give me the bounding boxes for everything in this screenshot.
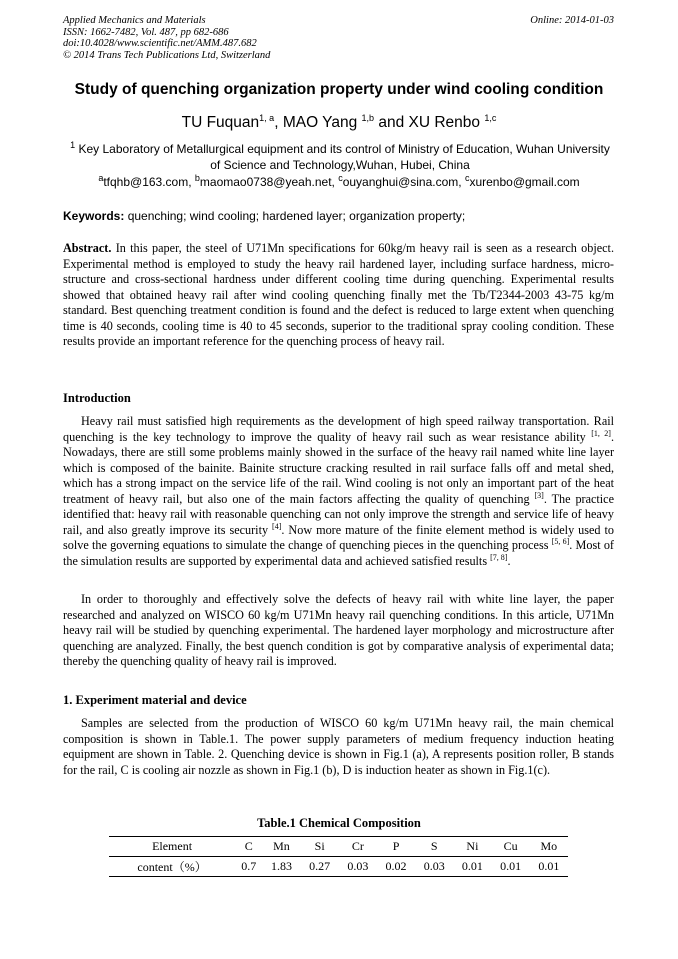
author-and: and: [374, 114, 409, 132]
table-row: [109, 857, 568, 877]
email-sup: c: [338, 173, 343, 183]
table-header-cell: Mn: [262, 837, 300, 857]
table-header-cell: S: [415, 837, 453, 857]
citation: [4]: [272, 521, 282, 531]
abstract-label: Abstract.: [63, 241, 112, 255]
citation: [7, 8]: [490, 552, 508, 562]
table-header-cell: C: [235, 837, 262, 857]
copyright-line: © 2014 Trans Tech Publications Ltd, Switzerland: [63, 49, 271, 61]
email: tfqhb@163.com,: [103, 175, 195, 189]
doi-line: doi:10.4028/www.scientific.net/AMM.487.682: [63, 38, 257, 49]
text-run: Heavy rail must satisfied high requirements as the development of high speed railway transportation. Rail quenching is the key technology to improve the quality of heavy rail such as wear resistance ability: [63, 414, 614, 444]
table-cell: 0.03: [415, 857, 453, 877]
table-header-cell: Element: [109, 837, 235, 857]
author-sep: ,: [274, 114, 283, 132]
table-header-cell: Cu: [492, 837, 530, 857]
table-cell: content（%）: [109, 857, 235, 877]
citation: [1, 2]: [591, 428, 611, 438]
table-cell: 0.27: [301, 857, 339, 877]
journal-header: [63, 15, 270, 61]
text-run: . Nowadays, there are still some problems mainly showed in the surface of the heavy rail named white line layer which is composed of the bainite. Bainite structure cracking resulted in rail surface falls off and metal shed, which has a strong impact on the service life of the rail. Wind cooling is not only an important part of the heat treatment of heavy rail, but also one of the main factors affecting the quality of quenching: [63, 429, 614, 506]
journal-name: Applied Mechanics and Materials: [63, 15, 206, 26]
email: xurenbo@gmail.com: [469, 175, 580, 189]
email-sup: b: [194, 173, 200, 183]
table-cell: 0.01: [530, 857, 568, 877]
text-run: .: [507, 553, 511, 568]
abstract-text: In this paper, the steel of U71Mn specifications for 60kg/m heavy rail is seen as a research object. Experimental method is employed to study the heavy rail hardened layer, including surface hardness, micro-structure and cross-sectional hardness under different cooling time during quenching. Experimental results showed that obtained heavy rail after wind cooling quenching finally met the Tb/T2344-2003 43-75 kg/m standard. Best quenching treatment condition is found and the defect is reduced to large extent when quenching time is 40 seconds, cooling time is 40 to 45 seconds, superior to the traditional spray cooling condition. These results provide an important reference for the quenching process of heavy rail.: [63, 241, 614, 348]
table-header-cell: Si: [301, 837, 339, 857]
table-title: Table.1 Chemical Composition: [257, 816, 421, 830]
author-sup: 1,c: [484, 113, 497, 123]
intro-paragraph-1: [63, 414, 614, 569]
section-heading-experiment: 1. Experiment material and device: [63, 693, 247, 707]
online-date: Online: 2014-01-03: [530, 15, 614, 26]
text-run: . Most of the simulation results are supported by experimental data and achieved satisfied results: [63, 538, 614, 568]
table-cell: 0.03: [339, 857, 377, 877]
author-name: TU Fuquan: [181, 114, 260, 132]
table-cell: 0.7: [235, 857, 262, 877]
intro-paragraph-2: In order to thoroughly and effectively solve the defects of heavy rail with white line layer, the paper researched and analyzed on WISCO 60 kg/m U71Mn heavy rail quenching conditions. In this article, U71Mn heavy rail will be studied by quenching experimental. The hardened layer morphology and microstructure after quenching are analyzed. Finally, the best quench condition is got by comparative analysis of experimental data; thereby the quenching quality of heavy rail is improved.: [63, 592, 614, 668]
text-run: . The practice identified that: heavy rail with reasonable quenching can not only improve the strength and service life of heavy rail, and also greatly improve its security: [63, 491, 614, 537]
text-run: . Now more mature of the finite element method is widely used to solve the governing equations to simulate the change of quenching pieces in the quenching process: [63, 522, 614, 552]
affiliation: [70, 137, 610, 173]
table-header-cell: P: [377, 837, 415, 857]
author-name: MAO Yang: [282, 114, 358, 132]
keywords: [63, 209, 465, 223]
affiliation-sup: 1: [70, 140, 76, 150]
chemical-composition-table: [109, 836, 568, 877]
email: maomao0738@yeah.net,: [199, 175, 339, 189]
affiliation-text: Key Laboratory of Metallurgical equipment and its control of Ministry of Education, Wuhan University of Science and Technology,Wuhan, Hubei, China: [78, 142, 610, 172]
author-sup: 1,b: [361, 113, 375, 123]
citation: [3]: [534, 490, 544, 500]
email-sup: c: [464, 173, 470, 183]
table-cell: 0.02: [377, 857, 415, 877]
keywords-text: quenching; wind cooling; hardened layer; organization property;: [124, 209, 466, 223]
table-header-cell: Ni: [453, 837, 491, 857]
table-header-cell: Mo: [530, 837, 568, 857]
authors-line: [0, 113, 678, 132]
section-heading-introduction: Introduction: [63, 391, 131, 405]
table-header-cell: Cr: [339, 837, 377, 857]
emails-line: [0, 173, 678, 189]
abstract: [63, 241, 614, 350]
table-cell: 0.01: [492, 857, 530, 877]
author-name: XU Renbo: [408, 114, 481, 132]
email: ouyanghui@sina.com,: [342, 175, 465, 189]
section1-paragraph-1: Samples are selected from the production of WISCO 60 kg/m U71Mn heavy rail, the main chemical composition is shown in Table.1. The power supply parameters of medium frequency induction heating equipment are shown in Table. 2. Quenching device is shown in Fig.1 (a), A represents position roller, B stands for the rail, C is cooling air nozzle as shown in Fig.1 (b), D is induction heater as shown in Fig.1(c).: [63, 716, 614, 777]
paper-title: Study of quenching organization property under wind cooling condition: [74, 81, 604, 98]
table-cell: 0.01: [453, 857, 491, 877]
table-header-row: [109, 837, 568, 857]
author-sup: 1, a: [259, 113, 275, 123]
table-cell: 1.83: [262, 857, 300, 877]
issn-line: ISSN: 1662-7482, Vol. 487, pp 682-686: [63, 26, 229, 38]
citation: [5, 6]: [551, 536, 570, 546]
email-sup: a: [98, 173, 104, 183]
keywords-label: Keywords:: [63, 209, 125, 223]
